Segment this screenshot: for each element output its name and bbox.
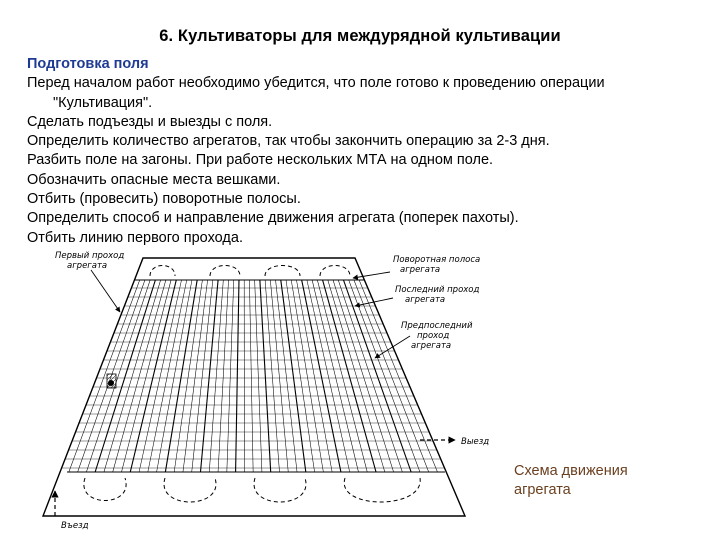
crop-row [113, 280, 166, 472]
text-line: Отбить линию первого прохода. [27, 229, 243, 246]
last-pass-label-line2: агрегата [405, 295, 446, 305]
diagram-svg [25, 246, 505, 534]
crop-row [200, 280, 218, 472]
page-title: 6. Культиваторы для междурядной культивации [159, 27, 561, 45]
crop-row [270, 280, 288, 472]
crop-row [265, 280, 279, 472]
crop-row [130, 280, 176, 472]
crop-row [218, 280, 228, 472]
turn-strip-label-line2: агрегата [400, 265, 441, 275]
crop-row [165, 280, 197, 472]
field-movement-diagram [25, 246, 505, 534]
diagram-caption: Схема движения агрегата [514, 463, 628, 498]
turn-strip-label-line1: Поворотная полоса [393, 255, 481, 265]
text-line: "Культивация". [53, 94, 153, 111]
text-line: Перед началом работ необходимо убедится, что поле готово к проведению операции [27, 75, 605, 92]
crop-row [359, 280, 437, 472]
crop-row [139, 280, 181, 472]
section-heading: Подготовка поля [27, 56, 149, 72]
text-line: Отбить (провесить) поворотные полосы. [27, 191, 301, 208]
turn-loops-top [150, 266, 350, 277]
text-line: Обозначить опасные места вешками. [27, 171, 281, 188]
text-block [27, 55, 707, 248]
crop-row [286, 280, 315, 472]
last-pass-label-line1: Последний проход [395, 285, 480, 295]
crop-row [255, 280, 262, 472]
crop-rows [69, 280, 438, 472]
penultimate-pass-label-line1: Предпоследний [401, 321, 473, 331]
tractor-icon [107, 374, 116, 388]
crop-row [354, 280, 429, 472]
crop-row [249, 280, 253, 472]
first-pass-label-line2: агрегата [67, 261, 108, 271]
cross-lines [62, 288, 445, 468]
entry-label: Въезд [61, 521, 89, 531]
crop-row [227, 280, 234, 472]
text-line: Сделать подъезды и выезды с поля. [27, 113, 273, 130]
crop-row [209, 280, 223, 472]
crop-row [260, 280, 271, 472]
crop-row [174, 280, 202, 472]
penultimate-pass-label-line2: проход [417, 331, 450, 341]
text-line: Определить количество агрегатов, так чтобы закончить операцию за 2-3 дня. [27, 133, 550, 150]
crop-row [236, 280, 239, 472]
turn-loops-bottom [84, 478, 420, 502]
text-line: Разбить поле на загоны. При работе нескольких МТА на одном поле. [27, 152, 494, 169]
first-pass-label-line1: Первый проход [55, 251, 125, 261]
text-line: Определить способ и направление движения агрегата (поперек пахоты). [27, 210, 519, 227]
crop-row [307, 280, 350, 472]
penultimate-pass-label-line3: агрегата [411, 341, 452, 351]
crop-row [338, 280, 402, 472]
exit-label: Выезд [461, 437, 490, 447]
crop-row [323, 280, 376, 472]
